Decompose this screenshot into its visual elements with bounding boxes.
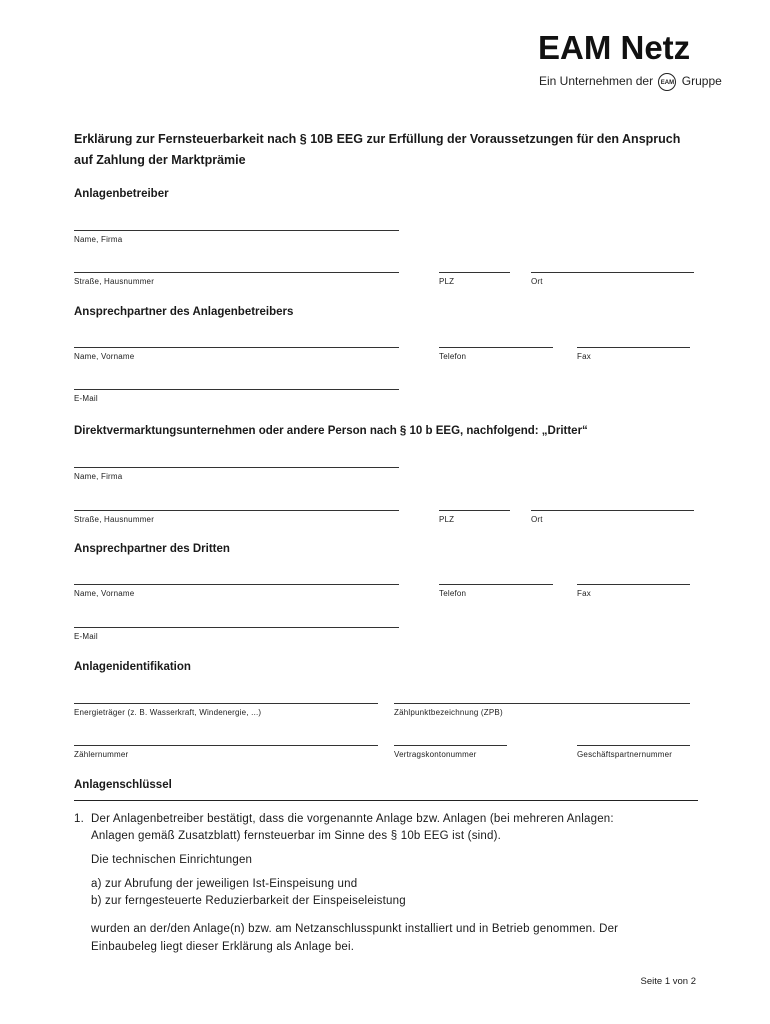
label-zpb: Zählpunktbezeichnung (ZPB) <box>394 708 503 717</box>
input-line-dritter-strasse[interactable] <box>74 510 399 511</box>
logo-sub-before: Ein Unternehmen der <box>539 74 654 89</box>
label-zaehlernummer: Zählernummer <box>74 750 129 759</box>
input-line-dritter-ort[interactable] <box>531 510 694 511</box>
input-line-fax[interactable] <box>577 347 690 348</box>
label-plz: PLZ <box>439 277 455 286</box>
item1-line2: Anlagen gemäß Zusatzblatt) fernsteuerbar im Sinne des § 10b EEG ist (sind). <box>91 830 502 842</box>
label-name-vorname: Name, Vorname <box>74 352 135 361</box>
label-energietraeger: Energieträger (z. B. Wasserkraft, Windenergie, ...) <box>74 708 262 717</box>
input-line-zpb[interactable] <box>394 703 690 704</box>
input-line-name-vorname[interactable] <box>74 347 399 348</box>
label-email: E-Mail <box>74 394 98 403</box>
section-ansprechpartner-dritter: Ansprechpartner des Dritten <box>74 543 230 555</box>
item-number: 1. <box>74 813 84 825</box>
section-divider <box>74 800 698 801</box>
label-dritter-strasse: Straße, Hausnummer <box>74 515 155 524</box>
label-strasse: Straße, Hausnummer <box>74 277 155 286</box>
item1-end1: wurden an der/den Anlage(n) bzw. am Netzanschlusspunkt installiert und in Betrieb genommen. Der <box>91 923 619 935</box>
input-line-ort[interactable] <box>531 272 694 273</box>
input-line-dritter-telefon[interactable] <box>439 584 553 585</box>
section-anlagenschluessel: Anlagenschlüssel <box>74 779 172 791</box>
logo-title: EAM Netz <box>538 29 691 66</box>
input-line-zaehlernummer[interactable] <box>74 745 378 746</box>
input-line-strasse[interactable] <box>74 272 399 273</box>
label-ort: Ort <box>531 277 543 286</box>
item1-line1: Der Anlagenbetreiber bestätigt, dass die vorgenannte Anlage bzw. Anlagen (bei mehreren Anlagen: <box>91 813 614 825</box>
label-dritter-name-vorname: Name, Vorname <box>74 589 135 598</box>
input-line-energietraeger[interactable] <box>74 703 378 704</box>
logo-subtitle <box>539 73 722 91</box>
input-line-dritter-fax[interactable] <box>577 584 690 585</box>
label-dritter-name-firma: Name, Firma <box>74 472 123 481</box>
label-geschaeftspartner: Geschäftspartnernummer <box>577 750 673 759</box>
document-title: Erklärung zur Fernsteuerbarkeit nach § 10B EEG zur Erfüllung der Voraussetzungen für den Anspruch auf Zahlung der Marktprämie <box>74 132 681 167</box>
label-name-firma: Name, Firma <box>74 235 123 244</box>
section-anlagenbetreiber: Anlagenbetreiber <box>74 188 169 200</box>
input-line-name-firma[interactable] <box>74 230 399 231</box>
label-dritter-telefon: Telefon <box>439 589 467 598</box>
label-dritter-email: E-Mail <box>74 632 98 641</box>
label-dritter-plz: PLZ <box>439 515 455 524</box>
page-number: Seite 1 von 2 <box>640 976 696 987</box>
input-line-dritter-plz[interactable] <box>439 510 510 511</box>
item1-a: a) zur Abrufung der jeweiligen Ist-Einspeisung und <box>91 878 358 890</box>
item1-b: b) zur ferngesteuerte Reduzierbarkeit der Einspeiseleistung <box>91 895 406 907</box>
input-line-dritter-email[interactable] <box>74 627 399 628</box>
label-vertragskonto: Vertragskontonummer <box>394 750 477 759</box>
input-line-plz[interactable] <box>439 272 510 273</box>
label-dritter-fax: Fax <box>577 589 591 598</box>
section-dritter: Direktvermarktungsunternehmen oder andere Person nach § 10 b EEG, nachfolgend: „Dritter“ <box>74 425 588 437</box>
label-fax: Fax <box>577 352 591 361</box>
item1-tech: Die technischen Einrichtungen <box>91 854 253 866</box>
section-ansprechpartner-betreiber: Ansprechpartner des Anlagenbetreibers <box>74 306 294 318</box>
label-telefon: Telefon <box>439 352 467 361</box>
input-line-vertragskonto[interactable] <box>394 745 507 746</box>
eam-seal-icon: EAM <box>658 73 676 91</box>
section-anlagenidentifikation: Anlagenidentifikation <box>74 661 191 673</box>
logo-sub-after: Gruppe <box>681 74 722 89</box>
input-line-dritter-name-firma[interactable] <box>74 467 399 468</box>
input-line-geschaeftspartner[interactable] <box>577 745 690 746</box>
input-line-email[interactable] <box>74 389 399 390</box>
label-dritter-ort: Ort <box>531 515 543 524</box>
input-line-telefon[interactable] <box>439 347 553 348</box>
item1-end2: Einbaubeleg liegt dieser Erklärung als Anlage bei. <box>91 941 355 953</box>
input-line-dritter-name-vorname[interactable] <box>74 584 399 585</box>
